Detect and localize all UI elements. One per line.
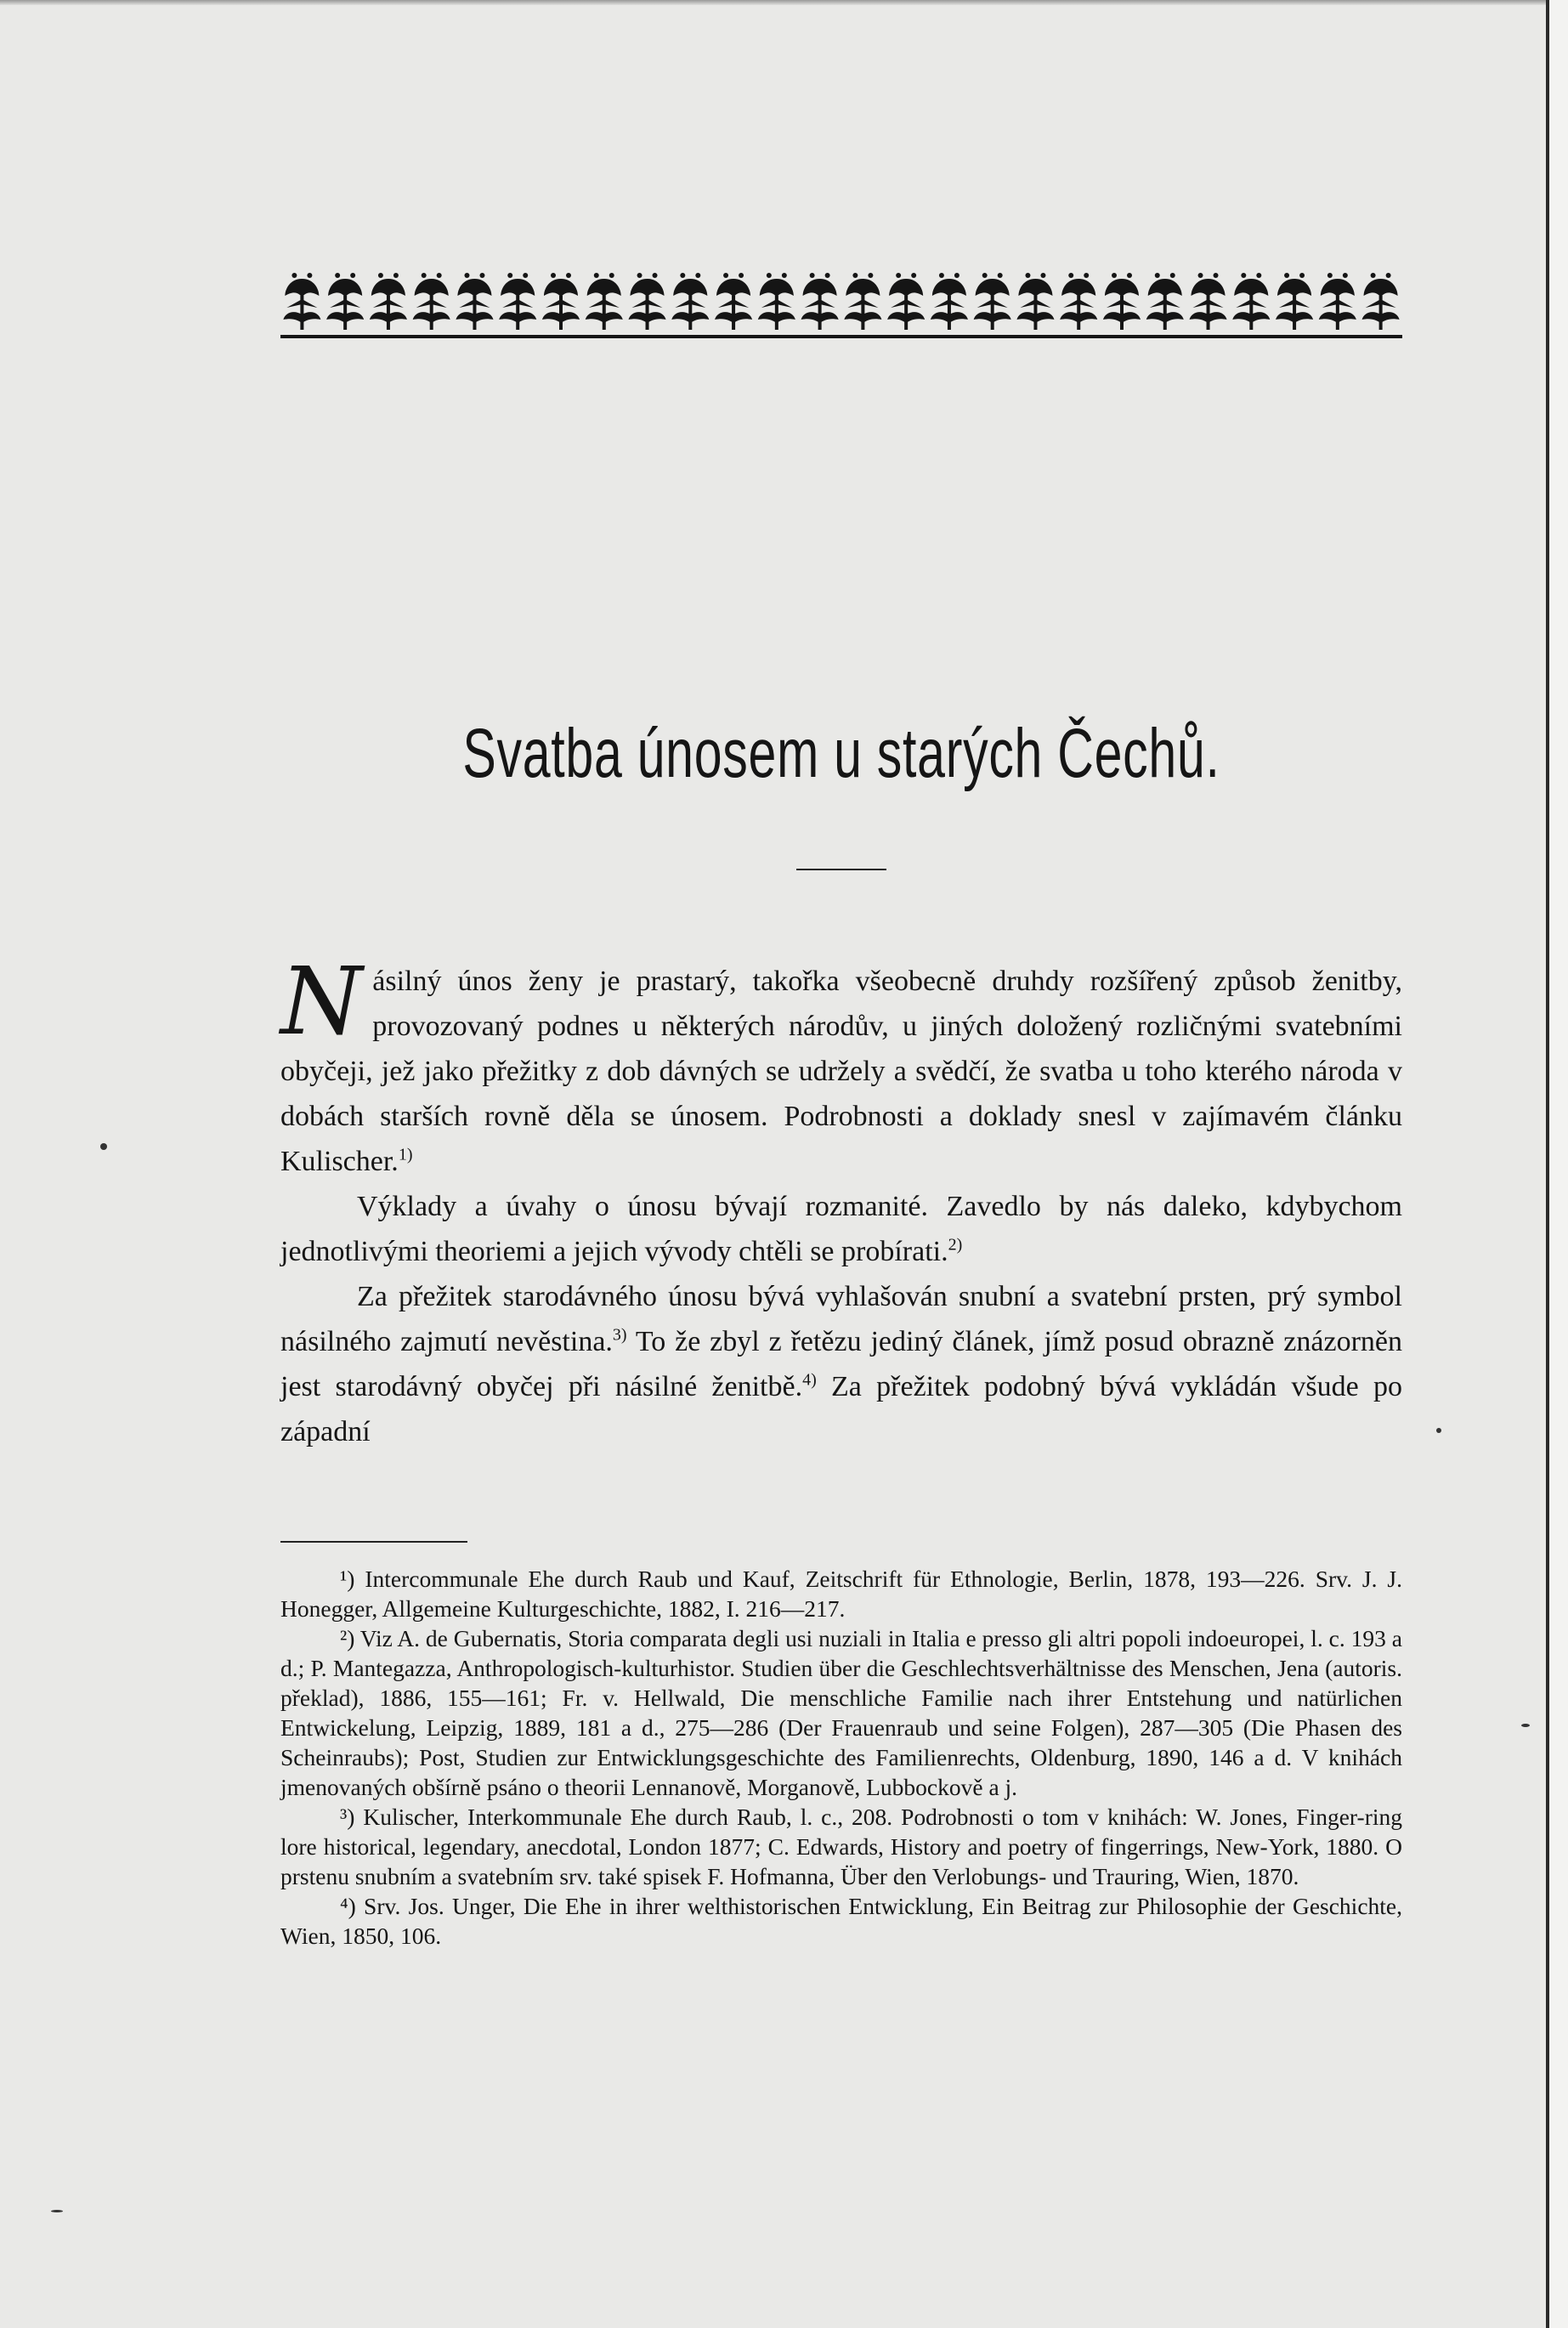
flower-motif [413, 273, 450, 330]
flower-motif [1362, 273, 1400, 330]
footnote-rule [280, 1541, 467, 1543]
footnote-ref: 4) [802, 1370, 817, 1390]
page-title: Svatba únosem u starých Čechů. [462, 715, 1220, 792]
flower-motif [1146, 273, 1184, 330]
paragraph-text: Za přežitek podobný bývá vykládán všude po západní [280, 1371, 1403, 1447]
flower-motif [974, 273, 1011, 330]
ornament-rule [280, 335, 1402, 338]
flower-motif [629, 273, 666, 330]
paragraph-text: Výklady a úvahy o únosu bývají rozmanité. Zavedlo by nás daleko, kdybychom jednotlivými theoriemi a jejich vývody chtěli se probírati. [280, 1191, 1402, 1267]
print-speck [51, 2210, 63, 2212]
floral-ornament-icon [280, 270, 1402, 338]
flower-motif [1060, 273, 1097, 330]
flower-motif [887, 273, 925, 330]
flower-motif [715, 273, 752, 330]
flower-motif [370, 273, 407, 330]
flower-motif [1190, 273, 1227, 330]
flower-motif [1319, 273, 1356, 330]
body-text [280, 947, 1403, 1454]
paragraph [280, 1184, 1402, 1274]
print-speck [1436, 1428, 1441, 1433]
flower-motif [758, 273, 795, 330]
flower-motif [456, 273, 493, 330]
footnote: ²) Viz A. de Gubernatis, Storia comparata degli usi nuziali in Italia e presso gli altri popoli indoeuropei, l. c. 193 a d.; P. Mantegazza, Anthropologisch-kulturhistor. Studien über die Geschlechtsverhältnisse des Menschen, Jena (autoris. překlad), 1886, 155—161; Fr. v. Hellwald, Die menschliche Familie nach ihrer Entstehung und natürlichen Entwickelung, Leipzig, 1889, 181 a d., 275—286 (Der Frauenraub und seine Folgen), 287—305 (Die Phasen des Scheinraubs); Post, Studien zur Entwicklungsgeschichte des Familienrechts, Oldenburg, 1890, 146 a d. V knihách jmenovaných obšírně psáno o theorii Lennanově, Morganově, Lubbockově a j. [280, 1625, 1402, 1800]
paragraph [280, 1274, 1402, 1454]
drop-cap: N [280, 947, 363, 1056]
flower-motif [586, 273, 623, 330]
print-speck [100, 1143, 107, 1150]
footnote: ⁴) Srv. Jos. Unger, Die Ehe in ihrer welthistorischen Entwicklung, Ein Beitrag zur Philosophie der Geschichte, Wien, 1850, 106. [280, 1893, 1402, 1949]
page-top-edge [0, 0, 1568, 5]
flower-motif [326, 273, 364, 330]
page-margin-right [1549, 0, 1568, 2328]
flower-motif [801, 273, 839, 330]
flower-motif [1276, 273, 1313, 330]
footnote-ref: 1) [398, 1145, 413, 1164]
title-divider [796, 869, 886, 870]
flower-motif [283, 273, 320, 330]
footnote-ref: 3) [612, 1325, 627, 1345]
footnote: ³) Kulischer, Interkommunale Ehe durch Raub, l. c., 208. Podrobnosti o tom v knihách: W. Jones, Finger-ring lore historical, legendary, anecdotal, London 1877; C. Edwards, History and poetry of fingerrings, New-York, 1880. O prstenu snubním a svatebním srv. také spisek F. Hofmanna, Über den Verlobungs- und Trauring, Wien, 1870. [280, 1804, 1402, 1889]
print-speck [1521, 1724, 1530, 1727]
flower-motif [499, 273, 536, 330]
paragraph-text: Za přežitek starodávného únosu bývá vyhlašován snubní a svatební prsten, prý symbol násilného zajmutí nevěstina. [280, 1281, 1402, 1357]
flower-motif [671, 273, 709, 330]
flower-motif [542, 273, 580, 330]
intro-text: ásilný únos ženy je prastarý, takořka všeobecně druhdy rozšířený způsob ženitby, provozovaný podnes u některých národův, u jiných doložený rozličnými svatebními obyčeji, jež jako přežitky z dob dávných se udržely a svědčí, že svatba u toho kterého národa v dobách starších rovně děla se únosem. Podrobnosti a doklady snesl v zajímavém článku Kulischer. [280, 966, 1402, 1177]
flower-motif [931, 273, 968, 330]
flower-motif [1232, 273, 1270, 330]
footnotes [280, 1564, 1402, 1951]
footnote-ref: 2) [948, 1235, 963, 1255]
flower-motif [1103, 273, 1141, 330]
flower-motif [1016, 273, 1054, 330]
paragraph-text: To že zbyl z řetězu jediný článek, jímž posud obrazně znázorněn jest starodávný obyčej při násilné ženitbě. [280, 1326, 1402, 1402]
floral-ornament-band [280, 270, 1402, 338]
footnote: ¹) Intercommunale Ehe durch Raub und Kauf, Zeitschrift für Ethnologie, Berlin, 1878, 193—226. Srv. J. J. Honegger, Allgemeine Kulturgeschichte, 1882, I. 216—217. [280, 1566, 1402, 1622]
intro-paragraph [280, 947, 1402, 1184]
flower-motif [844, 273, 881, 330]
page-edge-line [1546, 0, 1549, 2328]
